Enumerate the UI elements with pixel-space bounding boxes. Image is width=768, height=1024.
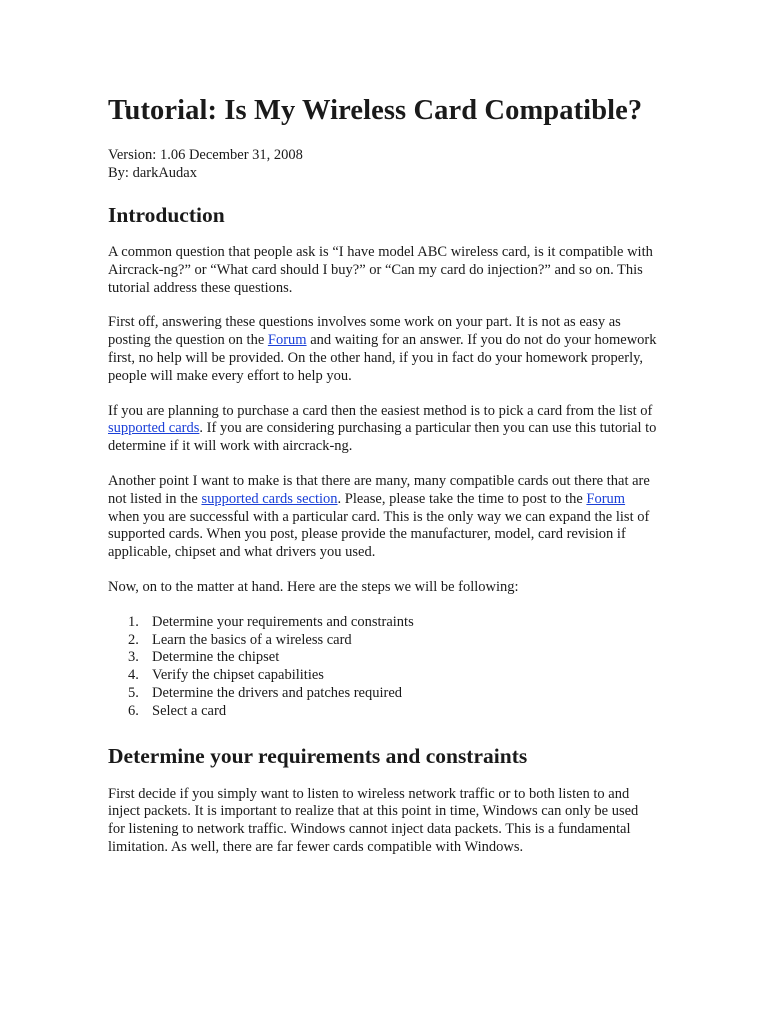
requirements-paragraph-1: First decide if you simply want to listen to wireless network traffic or to both listen to and inject packets. It is important to realize that at this point in time, Windows can only be used for listening to network traffic. Windows cannot inject data packets. This is a fundamental limitation. As well, there are far fewer cards compatible with Windows. xyxy=(108,785,639,855)
list-item-text: Verify the chipset capabilities xyxy=(152,667,324,684)
forum-link-2[interactable]: Forum xyxy=(586,490,626,507)
list-item-text: Select a card xyxy=(152,702,227,719)
intro-paragraph-5: Now, on to the matter at hand. Here are the steps we will be following: xyxy=(108,578,519,595)
supported-cards-link[interactable]: supported cards xyxy=(108,420,200,437)
intro-paragraph-4 xyxy=(108,473,658,562)
text-segment: when you are successful with a particular card. This is the only way we can expand the list of supported cards. When you post, please provide the manufacturer, model, card revision if applicable, chipset and what drivers you used. xyxy=(108,508,650,561)
intro-paragraph-1: A common question that people ask is “I have model ABC wireless card, is it compatible with Aircrack-ng?” or “What card should I buy?” or “Can my card do injection?” and so on. This tutorial address these questions. xyxy=(108,244,653,296)
list-item xyxy=(108,632,658,650)
steps-list xyxy=(108,614,658,721)
author-line: By: darkAudax xyxy=(108,165,197,181)
list-item xyxy=(108,667,658,685)
list-item xyxy=(108,685,658,703)
list-item-number: 6. xyxy=(128,702,139,719)
text-segment: . Please, please take the time to post to the xyxy=(337,490,587,507)
requirements-heading: Determine your requirements and constraints xyxy=(108,743,528,768)
intro-paragraph-2 xyxy=(108,314,658,385)
list-item-number: 4. xyxy=(128,667,139,684)
introduction-heading: Introduction xyxy=(108,203,225,227)
list-item xyxy=(108,649,658,667)
page-title: Tutorial: Is My Wireless Card Compatible? xyxy=(108,95,643,126)
list-item-number: 5. xyxy=(128,684,139,701)
intro-paragraph-3 xyxy=(108,403,658,456)
text-segment: and waiting for an answer. If you do not do your homework first, no help will be provided. On the other hand, if you in fact do your homework properly, people will make every effort to help you. xyxy=(108,332,657,384)
text-segment: If you are planning to purchase a card then the easiest method is to pick a card from the list of xyxy=(108,402,653,419)
document-meta xyxy=(108,146,658,182)
list-item-text: Determine your requirements and constraints xyxy=(152,613,414,630)
list-item-number: 1. xyxy=(128,613,139,630)
list-item-number: 2. xyxy=(128,631,139,648)
supported-cards-section-link[interactable]: supported cards section xyxy=(201,490,338,507)
list-item xyxy=(108,703,658,721)
text-segment: Another point I want to make is that there are many, many compatible cards out there that are not listed in the xyxy=(108,472,650,507)
text-segment: . If you are considering purchasing a particular then you can use this tutorial to determine if it will work with aircrack-ng. xyxy=(108,420,657,455)
list-item-text: Determine the drivers and patches required xyxy=(152,684,403,701)
text-segment: First off, answering these questions involves some work on your part. It is not as easy as posting the question on the xyxy=(108,314,621,349)
list-item-text: Determine the chipset xyxy=(152,649,280,666)
version-line: Version: 1.06 December 31, 2008 xyxy=(108,147,303,163)
list-item-text: Learn the basics of a wireless card xyxy=(152,631,352,648)
list-item xyxy=(108,614,658,632)
forum-link[interactable]: Forum xyxy=(267,332,307,349)
list-item-number: 3. xyxy=(128,649,139,666)
